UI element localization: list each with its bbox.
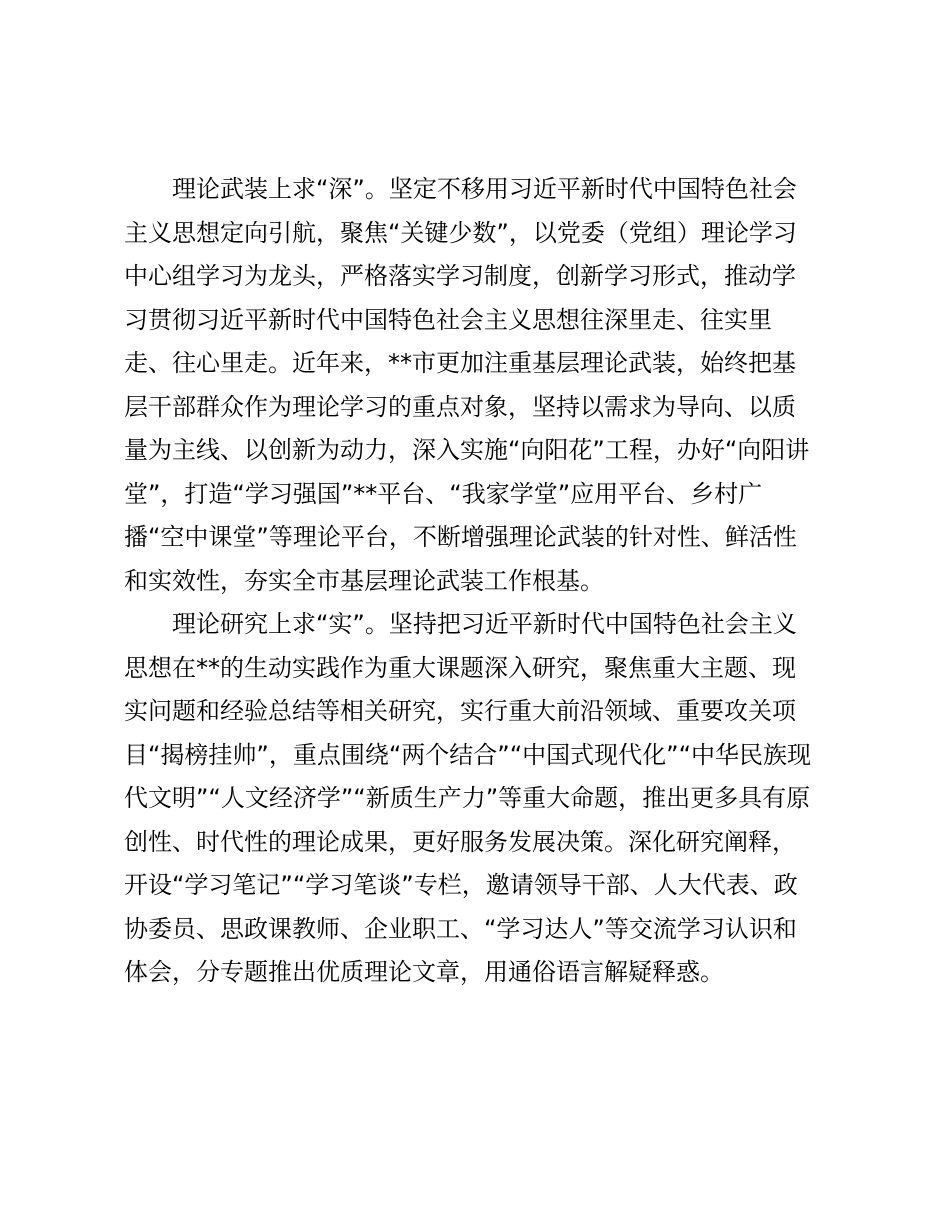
- paragraph-line: 堂”，打造“学习强国”**平台、“我家学堂”应用平台、乡村广: [124, 479, 763, 508]
- paragraph-line: 和实效性，夯实全市基层理论武装工作根基。: [124, 566, 604, 595]
- paragraph-line: 层干部群众作为理论学习的重点对象，坚持以需求为导向、以质: [124, 392, 796, 421]
- paragraph-line: 代文明”“人文经济学”“新质生产力”等重大命题，推出更多具有原: [124, 784, 811, 812]
- paragraph-line: 走、往心里走。近年来，**市更加注重基层理论武装，始终把基: [124, 349, 796, 377]
- paragraph-line: 创性、时代性的理论成果，更好服务发展决策。深化研究阐释，: [124, 827, 796, 856]
- paragraph-line: 思想在**的生动实践作为重大课题深入研究，聚焦重大主题、现: [124, 653, 796, 682]
- document-body: [124, 168, 836, 995]
- paragraph-line: 开设“学习笔记”“学习笔谈”专栏，邀请领导干部、人大代表、政: [124, 871, 798, 899]
- paragraph-line: 习贯彻习近平新时代中国特色社会主义思想往深里走、往实里: [124, 305, 772, 334]
- paragraph-line: 量为主线、以创新为动力，深入实施“向阳花”工程，办好“向阳讲: [124, 436, 810, 464]
- paragraph-theory-arming: [124, 168, 836, 603]
- paragraph-line: 实问题和经验总结等相关研究，实行重大前沿领域、重要攻关项: [124, 697, 796, 725]
- paragraph-line: 理论武装上求“深”。坚定不移用习近平新时代中国特色社会: [172, 175, 797, 203]
- paragraph-line: 目“揭榜挂帅”，重点围绕“两个结合”“中国式现代化”“中华民族现: [124, 740, 812, 769]
- paragraph-line: 播“空中课堂”等理论平台，不断增强理论武装的针对性、鲜活性: [124, 523, 797, 551]
- paragraph-line: 中心组学习为龙头，严格落实学习制度，创新学习形式，推动学: [124, 262, 796, 290]
- paragraph-line: 体会，分专题推出优质理论文章，用通俗语言解疑释惑。: [124, 958, 724, 986]
- paragraph-line: 协委员、思政课教师、企业职工、“学习达人”等交流学习认识和: [124, 914, 797, 943]
- paragraph-line: 主义思想定向引航，聚焦“关键少数”，以党委（党组）理论学习: [124, 218, 797, 247]
- paragraph-theory-research: [124, 603, 836, 995]
- paragraph-line: 理论研究上求“实”。坚持把习近平新时代中国特色社会主义: [172, 610, 797, 638]
